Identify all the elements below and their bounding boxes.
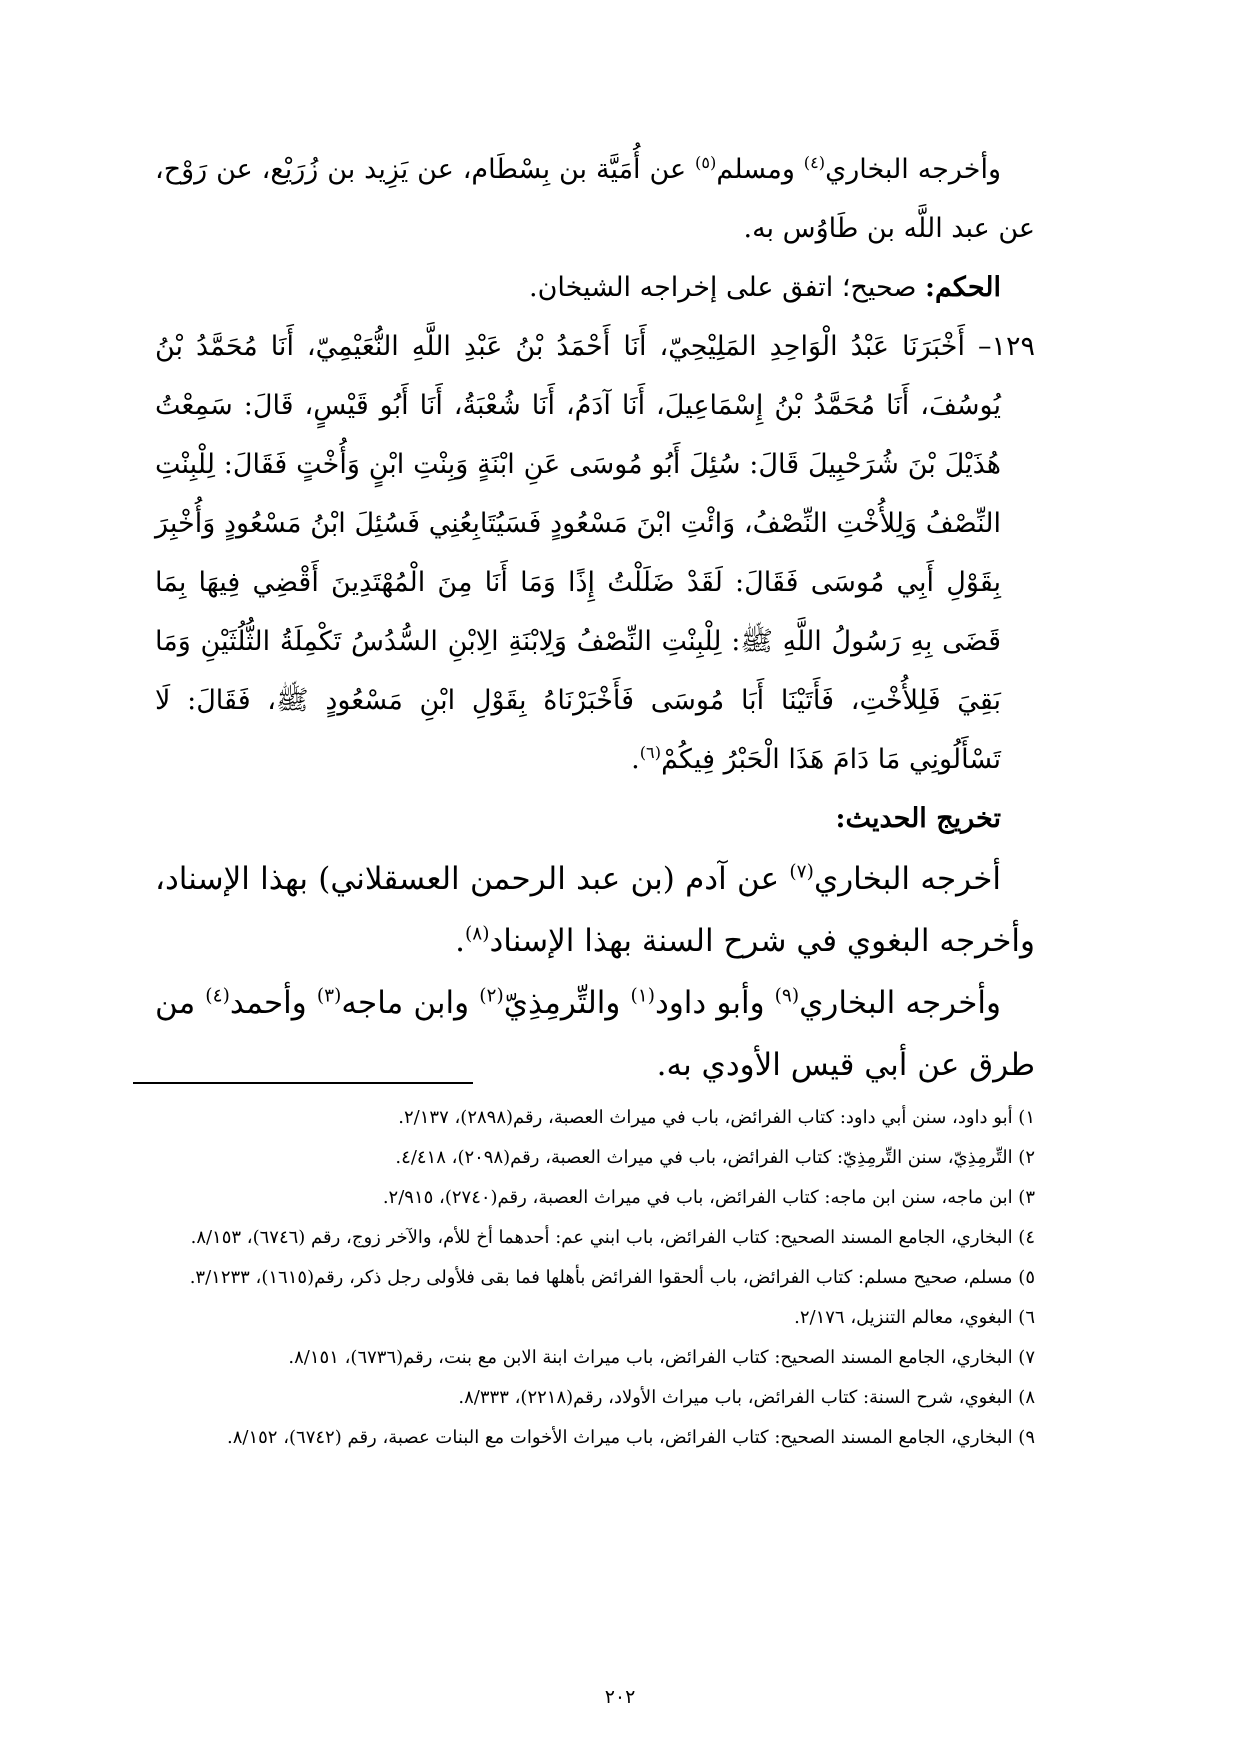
main-text bbox=[155, 140, 1035, 1096]
footnote-ref: (١) bbox=[630, 985, 656, 1007]
footnotes bbox=[150, 1096, 1035, 1459]
ruling-label: الحكم: bbox=[924, 272, 1001, 303]
footnote-3: ٣) ابن ماجه، سنن ابن ماجه: كتاب الفرائض، باب في ميراث العصبة، رقم(٢٧٤٠)، ٢/٩١٥. bbox=[382, 1187, 1035, 1208]
footnote-ref: (٤) bbox=[803, 153, 826, 172]
ruling-text: صحيح؛ اتفق على إخراجه الشيخان. bbox=[529, 272, 925, 303]
footnote-6: ٦) البغوي، معالم التنزيل، ٢/١٧٦. bbox=[794, 1307, 1035, 1328]
footnote-1: ١) أبو داود، سنن أبي داود: كتاب الفرائض، باب في ميراث العصبة، رقم(٢٨٩٨)، ٢/١٣٧. bbox=[398, 1107, 1035, 1128]
footnote-ref: (٦) bbox=[639, 743, 662, 762]
footnote-7: ٧) البخاري، الجامع المسند الصحيح: كتاب الفرائض، باب ميراث ابنة الابن مع بنت، رقم(٦٧٣٦)، ٨/١٥١. bbox=[288, 1347, 1035, 1368]
section-heading: تخريج الحديث: bbox=[835, 803, 1001, 834]
footnote-ref: (٥) bbox=[695, 153, 717, 172]
footnote-ref: (٣) bbox=[316, 985, 342, 1007]
footnote-ref: (٧) bbox=[789, 861, 814, 883]
page-number: ٢٠٢ bbox=[604, 1686, 636, 1708]
ruling-line bbox=[155, 258, 1035, 317]
footnote-9: ٩) البخاري، الجامع المسند الصحيح: كتاب الفرائض، باب ميراث الأخوات مع البنات عصبة، رقم (٦٧٤٢)، ٨/١٥٢. bbox=[227, 1427, 1035, 1448]
footnote-ref: (٩) bbox=[774, 985, 800, 1007]
hadith-number: ١٢٩– bbox=[977, 331, 1035, 362]
footnote-divider bbox=[133, 1082, 473, 1084]
footnote-8: ٨) البغوي، شرح السنة: كتاب الفرائض، باب ميراث الأولاد، رقم(٢٢١٨)، ٨/٣٣٣. bbox=[458, 1387, 1035, 1408]
takhrij-paragraph-2: أخرجه البخاري$^{(٧)}$ عن آدم (بن عبد الرحمن العسقلاني) بهذا الإسناد، وأخرجه البغوي في شرح السنة بهذا الإسناد$^{(٨)}$. bbox=[155, 861, 1035, 959]
takhrij-paragraph-3: وأخرجه البخاري$^{(٩)}$ وأبو داود$^{(١)}$ والتِّرمِذِيّ$^{(٢)}$ وابن ماجه$^{(٣)}$ وأحمد$^{(٤)}$ من طرق عن أبي قيس الأودي به. bbox=[155, 985, 1035, 1083]
takhrij-paragraph-1: وأخرجه البخاري$^{(٤)}$ ومسلم$^{(٥)}$ عن أُمَيَّة بن بِسْطَام، عن يَزِيد بن زُرَيْع، عن رَوْح، عن عبد اللَّه بن طَاوُس به. bbox=[155, 153, 1035, 244]
footnote-ref: (٨) bbox=[464, 923, 490, 945]
footnote-4: ٤) البخاري، الجامع المسند الصحيح: كتاب الفرائض، باب ابني عم: أحدهما أخ للأم، والآخر زوج، رقم (٦٧٤٦)، ٨/١٥٣. bbox=[190, 1227, 1035, 1248]
footnote-ref: (٤) bbox=[205, 985, 230, 1007]
footnote-5: ٥) مسلم، صحيح مسلم: كتاب الفرائض، باب ألحقوا الفرائض بأهلها فما بقى فلأولى رجل ذكر، رقم(١٦١٥)، ٣/١٢٣٣. bbox=[189, 1267, 1035, 1288]
footnote-2: ٢) التِّرمِذِيّ، سنن التِّرمِذِيّ: كتاب الفرائض، باب في ميراث العصبة، رقم(٢٠٩٨)، ٤/٤١٨. bbox=[395, 1147, 1035, 1168]
hadith-text: ١٢٩– أَخْبَرَنَا عَبْدُ الْوَاحِدِ المَلِيْحِيّ، أَنَا أَحْمَدُ بْنُ عَبْدِ اللَّهِ النُّعَيْمِيّ، أَنَا مُحَمَّدُ بْنُ يُوسُفَ، أَنَا مُحَمَّدُ بْنُ إِسْمَاعِيلَ، أَنَا آدَمُ، أَنَا شُعْبَةُ، أَنَا أَبُو قَيْسٍ، قَالَ: سَمِعْتُ هُذَيْلَ بْنَ شُرَحْبِيلَ قَالَ: سُئِلَ أَبُو مُوسَى عَنِ ابْنَةٍ وَبِنْتِ ابْنٍ وَأُخْتٍ فَقَالَ: لِلْبِنْتِ النِّصْفُ وَلِلأُخْتِ النِّصْفُ، وَائْتِ ابْنَ مَسْعُودٍ فَسَيُتَابِعُنِي فَسُئِلَ ابْنُ مَسْعُودٍ وَأُخْبِرَ بِقَوْلِ أَبِي مُوسَى فَقَالَ: لَقَدْ ضَلَلْتُ إِذًا وَمَا أَنَا مِنَ الْمُهْتَدِينَ أَقْضِي فِيهَا بِمَا قَضَى بِهِ رَسُولُ اللَّهِ ﷺ: لِلْبِنْتِ النِّصْفُ وَلِابْنَةِ الِابْنِ السُّدُسُ تَكْمِلَةُ الثُّلُثَيْنِ وَمَا بَقِيَ فَلِلأُخْتِ، فَأَتَيْنَا أَبَا مُوسَى فَأَخْبَرْنَاهُ بِقَوْلِ ابْنِ مَسْعُودٍ ﷺ، فَقَالَ: لَا تَسْأَلُونِي مَا دَامَ هَذَا الْحَبْرُ فِيكُمْ$^{(٦)}$. bbox=[155, 331, 1035, 775]
footnote-ref: (٢) bbox=[479, 985, 504, 1007]
